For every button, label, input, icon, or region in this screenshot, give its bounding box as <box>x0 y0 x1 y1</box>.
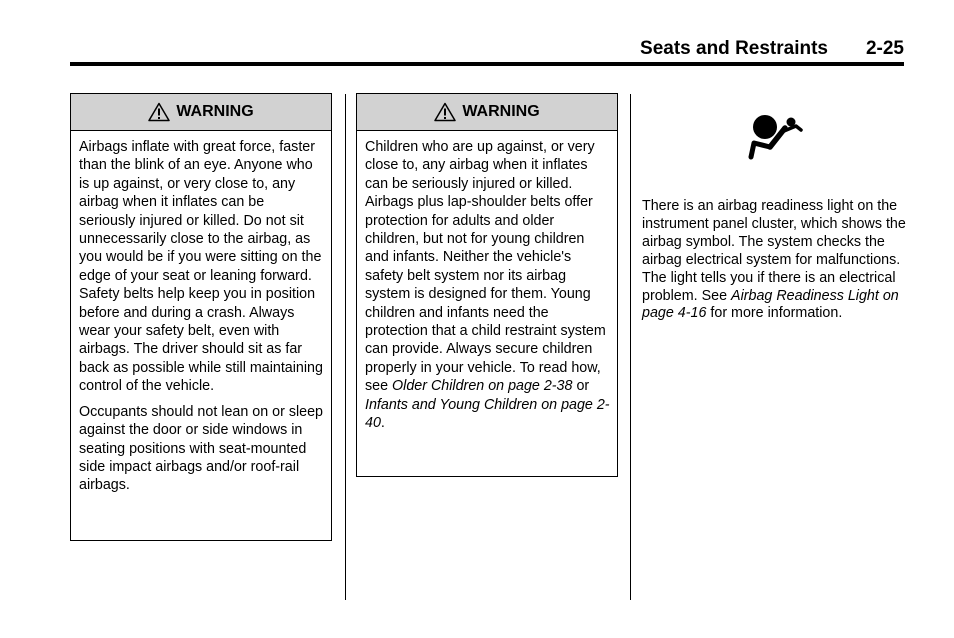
warning-box-children <box>356 93 618 477</box>
warning-box-airbag-force <box>70 93 332 541</box>
joiner-text: or <box>576 378 590 395</box>
page-number: 2-25 <box>865 38 904 59</box>
warning-paragraph: Occupants should not lean on or sleep against the door or side windows in seating positions with seat-mounted side impact airbags and/or roof-rail airbags. <box>79 403 324 494</box>
sentence-end: . <box>380 415 385 432</box>
airbag-readiness-icon <box>748 113 804 161</box>
warning-text: Children who are up against, or very close to, any airbag when it inflates can be seriously injured or killed. Airbags plus lap-shoulder belts offer protection for adults and older children, but not for young children and infants. Neither the vehicle's safety belt system nor its airbag system is designed for them. Young children and infants need the protection that a child restraint system can provide. Always secure children properly in your vehicle. To read how, see <box>365 139 606 395</box>
warning-paragraph <box>365 138 610 433</box>
warning-body <box>357 131 617 439</box>
body-text-end: for more information. <box>710 305 843 322</box>
warning-paragraph: Airbags inflate with great force, faster than the blink of an eye. Anyone who is up against, or very close to, any airbag when it inflates can be seriously injured or killed. Do not sit unnecessarily close to the airbag, as you would be if you were sitting on the edge of your seat or leaning forward. Safety belts help keep you in position before and during a crash. Always wear your safety belt, even with airbags. The driver should sit as far back as possible while still maintaining control of the vehicle. <box>79 139 323 395</box>
page-reference-link[interactable]: Airbag Readiness Light on page 4-16 <box>642 287 899 322</box>
warning-triangle-icon <box>434 102 456 122</box>
page-reference-link[interactable]: Infants and Young Children on page 2-40 <box>365 396 610 432</box>
warning-header <box>71 94 331 131</box>
airbag-readiness-paragraph <box>642 198 910 323</box>
warning-header <box>357 94 617 131</box>
body-text: There is an airbag readiness light on the instrument panel cluster, which shows the airbag symbol. The system checks the airbag electrical system for malfunctions. The light tells you if there is an electrical problem. See <box>642 198 906 304</box>
warning-label: WARNING <box>462 103 540 120</box>
warning-label: WARNING <box>176 103 254 120</box>
warning-body <box>71 131 331 501</box>
header-rule <box>70 62 904 66</box>
page-reference-link[interactable]: Older Children on page 2-38 <box>392 378 573 395</box>
column-divider <box>630 94 631 600</box>
warning-triangle-icon <box>148 102 170 122</box>
column-divider <box>345 94 346 600</box>
section-title: Seats and Restraints <box>640 38 828 59</box>
